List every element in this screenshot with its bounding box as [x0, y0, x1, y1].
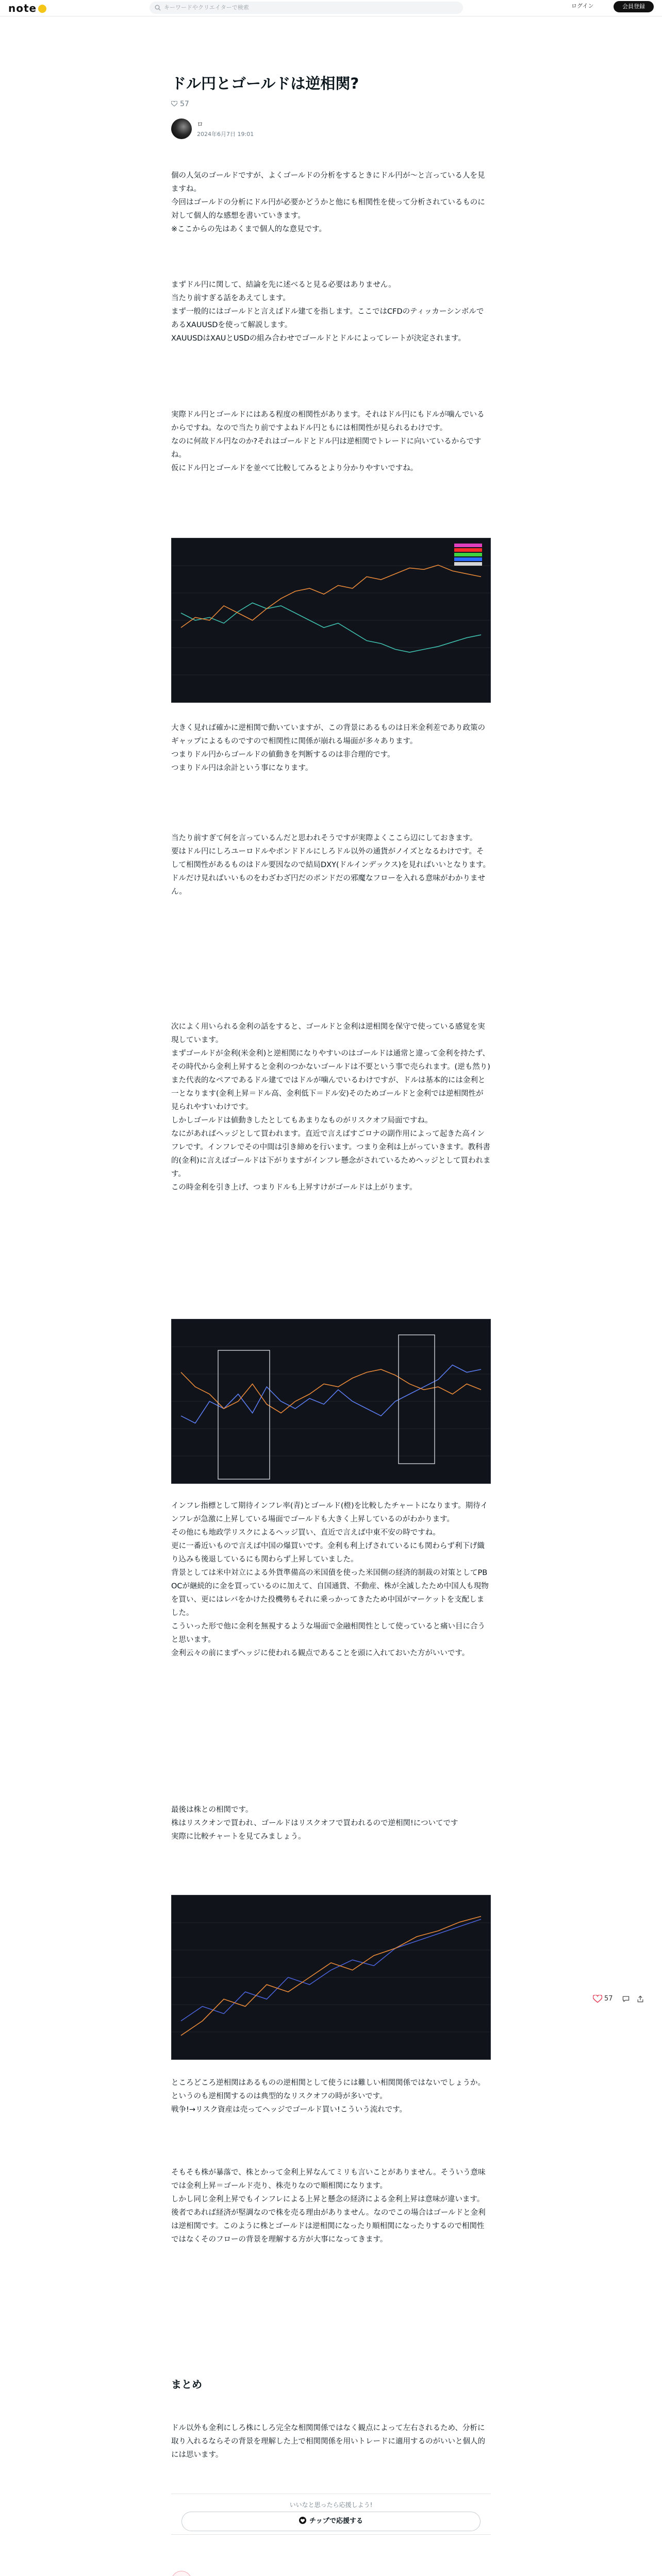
support-box [171, 2494, 491, 2535]
paragraph: ところどころ逆相関はあるものの逆相関として使うには難しい相関関係ではないでしょうか。 というのも逆相関するのは典型的なリスクオフの時が多いです。 戦争!→リスク資産は売ってヘッジでゴールド買い!こういう流れです。 [171, 2079, 485, 2114]
series-line-0 [181, 603, 481, 652]
legend-swatch [454, 553, 482, 556]
search-icon [155, 5, 161, 11]
paragraph: インフレ指標として期待インフレ率(青)とゴールド(橙)を比較したチャートになります。期待インフレが急激に上昇している場面でゴールドも大きく上昇しているのがわかります。 その他にも地政学リスクによるヘッジ買い、直近で言えば中東不安の時ですね。 更に一番近いもので言えば中国の爆買いです。金利も利上げされているにも関わらず利下げ織り込みも後退しているにも関わらず上昇していました。 背景としては米中対立による外貨準備高の米国債を使った米国側の経済的制裁の対策としてPBOCが継続的に金を買っているのに加えて、自国通貨、不動産、株が全滅したため中国人も現物を買い、更にはレバをかけた投機勢もそれに乗っかってきたため中国がマーケットを支配しました。 こういった形で他に金利を無視するような場面で金融相関性として使っていると痛い目に合うと思います。 金利云々の前にまずヘッジに使われる観点であることを頭に入れておいた方がいいです。 [171, 1502, 489, 1657]
login-link[interactable]: ログイン [571, 3, 594, 9]
paragraph: 当たり前すぎて何を言っているんだと思われそうですが実際よくここら辺にしておきます。 要はドル円にしろユーロドルやポンドドルにしろドル以外の通貨がノイズとなるわけです。そして相関性があるものはドル要因なので結局DXY(ドルインデックス)を見ればいいとなります。 ドルだけ見ればいいものをわざわざ円だのポンドだの邪魔なフローを入れる意味がわかりません。 [171, 834, 490, 896]
support-message: いいなと思ったら応援しよう! [289, 2501, 373, 2509]
legend-swatch [454, 562, 482, 566]
article-like-count[interactable]: 57 [171, 100, 189, 108]
heart-icon [171, 101, 177, 107]
article-title: ドル円とゴールドは逆相関? [171, 75, 359, 92]
summary-heading: まとめ [171, 2378, 202, 2391]
paragraph: 実際ドル円とゴールドにはある程度の相関性があります。それはドル円にもドルが噛んでいるからですね。なので当たり前ですよねドル円ともには相関性が見られるわけです。 なのに何故ドル円なのか?それはゴールドとドル円は逆相関でトレードに向いているからですね。 仮にドル円とゴールドを並べて比較してみるとより分かりやすいですね。 [171, 411, 485, 472]
series-line-0 [181, 1919, 481, 2021]
highlight-box [399, 1335, 435, 1464]
paragraph: まずドル円に関して、結論を先に述べると見る必要はありません。 当たり前すぎる話をあえてします。 まず一般的にはゴールドと言えばドル建てを指します。ここではCFDのティッカーシンボルであるXAUUSDを使って解説します。 XAUUSDはXAUとUSDの組み合わせでゴールドとドルによってレートが決定されます。 [171, 281, 484, 343]
paragraph: そもそも株が暴落で、株とかって金利上昇なんてミリも言いことがありません。そういう意味では金利上昇＝ゴールド売り、株売りなので順相関になります。 しかし同じ金利上昇でもインフレによる上昇と懸念の経済による金利上昇は意味が違います。後者であれば経済が堅調なので株を売る理由がありません。なのでこの場合はゴールドと金利は逆相関です。このように株とゴールドは逆相関になったり順相関になったりするので相関性ではなくそのフローの背景を理解する方が大事になってきます。 [171, 2168, 486, 2244]
floating-like-count: 57 [604, 1995, 613, 2003]
chart-svg [172, 1319, 490, 1483]
paragraph: 個の人気のゴールドですが、よくゴールドの分析をするときにドル円が〜と言っている人を見ますね。 今回はゴールドの分析にドル円が必要かどうかと他にも相関性を使って分析されているものに対して個人的な感想を書いていきます。 ※ここからの先はあくまで個人的な意見です。 [171, 172, 485, 233]
heart-icon[interactable] [593, 1995, 602, 2003]
like-button[interactable] [171, 2571, 192, 2576]
publish-date: 2024年6月7日 19:01 [197, 131, 254, 138]
comment-icon[interactable] [622, 1995, 630, 2003]
author-avatar[interactable] [171, 118, 192, 139]
share-icon[interactable] [636, 1995, 644, 2003]
paragraph: 最後は株との相関です。 株はリスクオンで買われ、ゴールドはリスクオフで買われるので逆相関!についてです 実際に比較チャートを見てみましょう。 [171, 1806, 458, 1841]
site-header [0, 0, 662, 16]
stocks-gold-chart [171, 1895, 491, 2060]
chart-svg [172, 1895, 490, 2059]
note-logo[interactable]: note [8, 2, 46, 14]
legend-swatch [454, 544, 482, 547]
series-line-1 [181, 565, 481, 628]
series-line-0 [181, 1365, 481, 1423]
legend-swatch [454, 557, 482, 561]
author-name[interactable]: ロ [197, 121, 204, 128]
paragraph: 大きく見れば確かに逆相関で動いていますが、この背景にあるものは日米金利差であり政策のギャップによるものですので相関性に関係が崩れる場面が多々あります。 つまりドル円からゴールドの値動きを判断するのは非合理的です。 つまりドル円は余計という事になります。 [171, 724, 485, 772]
paragraph: 次によく用いられる金利の話をすると、ゴールドと金利は逆相関を保守で使っている感覚を実現しています。 まずゴールドが金利(米金利)と逆相関になりやすいのはゴールドは通常と違って金利を持たず、その時代から金利上昇すると金利のつかないゴールドは不要という事で売られます。(逆も然り) また代表的なペアであるドル建てではドルが噛んでいるわけですが、ドルは基本的には金利と一となります(金利上昇＝ドル高、金利低下＝ドル安)そのためゴールドと金利では逆相関性が見られやすいわけです。 しかしゴールドは値動きしたとしてもあまりなものがリスクオフ局面ですね。 なにがあればヘッジとして買われます。直近で言えばすごロナの副作用によって起きた高インフレです。インフレでその中間は引き締めを行います。つまり金利は上がっていきます。教科書的(金利)に言えばゴールドは下がりますがインフレ懸念がされているためヘッジとして買われます。 この時金利を引き上げ、つまりドルも上昇すけがゴールドは上がります。 [171, 1023, 491, 1192]
tip-button[interactable]: チップで応援する [181, 2512, 481, 2531]
legend-swatch [454, 548, 482, 552]
paragraph: ドル以外も金利にしろ株にしろ完全な相関関係ではなく観点によって左右されるため、分析に取り入れるならその背景を理解した上で相関関係を用いトレードに適用するのがいいと個人的には思います。 [171, 2424, 485, 2459]
tip-heart-icon [299, 2517, 306, 2524]
usdjpy-gold-chart [171, 538, 491, 703]
signup-button[interactable]: 会員登録 [614, 1, 654, 12]
logo-dot-icon [38, 5, 46, 13]
search-input[interactable]: キーワードやクリエイターで検索 [150, 2, 463, 14]
inflation-gold-chart [171, 1319, 491, 1484]
chart-svg [172, 538, 490, 702]
highlight-box [218, 1350, 270, 1479]
